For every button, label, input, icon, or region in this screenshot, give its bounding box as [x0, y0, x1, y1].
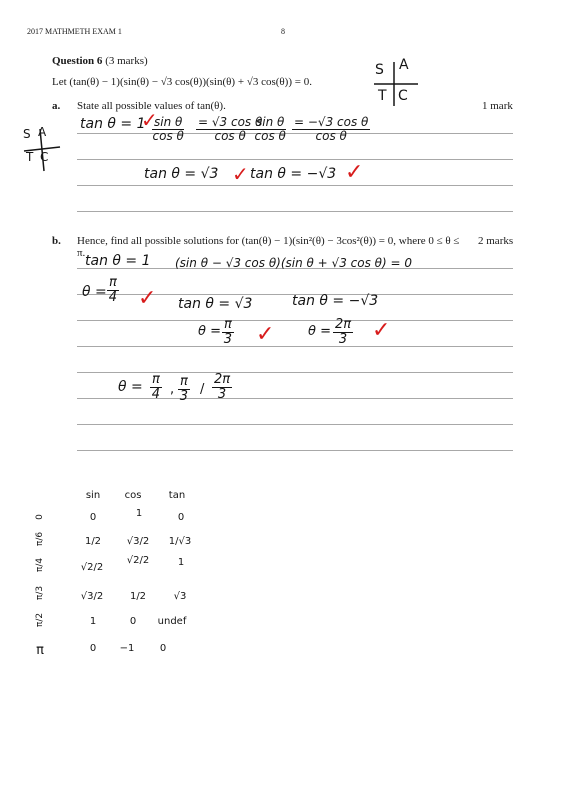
fraction-denominator: 4 [108, 290, 118, 306]
fraction-denominator: 3 [217, 387, 227, 403]
table-row-angle: π/3 [35, 585, 45, 601]
final-theta-equals: θ = [118, 379, 143, 395]
fraction-numerator: = −√3 cos θ [294, 115, 369, 129]
work-tan-sqrt3: tan θ = √3 [144, 166, 219, 182]
fraction-sin-over-cos-2 [254, 116, 286, 143]
part-b-marks: 2 marks [478, 235, 514, 247]
fraction-numerator: π [224, 317, 232, 332]
fraction-numerator: = √3 cos θ [198, 115, 263, 129]
answer-line [77, 372, 513, 373]
table-header-sin: sin [85, 490, 101, 501]
table-cell: 0 [89, 512, 97, 523]
comma-separator: , [170, 382, 175, 397]
part-a-prompt: State all possible values of tan(θ). [77, 100, 226, 112]
part-a-marks: 1 mark [482, 100, 513, 112]
part-b-label: b. [52, 235, 61, 247]
table-row-angle: π/6 [35, 531, 45, 547]
table-cell: 1 [89, 616, 97, 627]
page-number: 8 [281, 27, 285, 36]
cast-t-label: T [378, 88, 387, 104]
cast-left-t: T [26, 150, 34, 164]
cast-c-label: C [398, 88, 408, 104]
fraction-numerator: 2π [214, 372, 231, 387]
fraction-denominator: cos θ [214, 129, 246, 144]
fraction-denominator: 3 [338, 332, 348, 348]
answer-line [77, 159, 513, 160]
table-cell: √3 [173, 591, 187, 602]
question-number: Question 6 [52, 55, 103, 67]
fraction-denominator: 4 [151, 387, 161, 403]
cast-a-label: A [399, 57, 409, 73]
fraction-denominator: 3 [179, 389, 189, 405]
answer-line [77, 211, 513, 212]
tick-mark: ✓ [138, 286, 157, 311]
table-cell: 1 [135, 508, 143, 519]
fraction-pi-over-3 [222, 318, 234, 348]
table-header-cos: cos [124, 490, 142, 501]
answer-line [77, 398, 513, 399]
table-cell: √2/2 [126, 555, 150, 566]
fraction-neg-sqrt3-cos-over-cos [292, 116, 370, 143]
fraction-numerator: π [180, 374, 188, 389]
final-pi-over-3 [178, 375, 190, 405]
table-cell: 1/2 [84, 536, 102, 547]
table-row-angle: π [36, 643, 44, 658]
table-cell: √3/2 [80, 591, 104, 602]
cast-left-a: A [38, 125, 47, 139]
work-tan-neg-sqrt3: tan θ = −√3 [250, 166, 337, 182]
cast-left-c: C [40, 150, 49, 164]
table-row-angle: π/4 [35, 557, 45, 573]
work-b-theta-equals: θ = [82, 284, 107, 300]
part-a-label: a. [52, 100, 61, 112]
table-cell: 1 [177, 557, 185, 568]
cast-s-label: S [375, 62, 384, 78]
question-marks: (3 marks) [105, 55, 148, 67]
table-header-tan: tan [168, 490, 186, 501]
table-cell: 0 [129, 616, 137, 627]
tick-mark: ✓ [345, 160, 364, 185]
fraction-2pi-over-3 [333, 318, 353, 348]
tick-mark: ✓ [372, 318, 391, 343]
fraction-denominator: cos θ [254, 129, 286, 144]
fraction-numerator: π [109, 275, 117, 290]
fraction-denominator: 3 [223, 332, 233, 348]
fraction-numerator: sin θ [256, 115, 285, 129]
answer-line [77, 185, 513, 186]
work-b-theta-equals-2: θ = [198, 324, 221, 339]
part-b-prompt: Hence, find all possible solutions for (tan(θ) − 1)(sin²(θ) − 3cos²(θ)) = 0, where 0 ≤ θ ≤ π. [77, 235, 460, 259]
answer-line [77, 450, 513, 451]
fraction-numerator: π [152, 372, 160, 387]
final-2pi-over-3 [212, 373, 232, 403]
table-cell: −1 [119, 643, 135, 654]
fraction-denominator: cos θ [315, 129, 347, 144]
fraction-sin-over-cos [152, 116, 184, 143]
cast-left-s: S [23, 127, 31, 141]
table-row-angle: 0 [35, 514, 45, 520]
fraction-numerator: 2π [335, 317, 352, 332]
answer-line [77, 424, 513, 425]
table-cell: 1/2 [129, 591, 147, 602]
table-cell: 1/√3 [168, 536, 192, 547]
question-statement: Let (tan(θ) − 1)(sin(θ) − √3 cos(θ))(sin(θ) + √3 cos(θ)) = 0. [52, 76, 312, 88]
tick-mark: ✓ [141, 108, 158, 132]
answer-line [77, 320, 513, 321]
fraction-pi-over-4 [107, 276, 119, 306]
fraction-numerator: sin θ [154, 115, 183, 129]
comma-separator: / [200, 382, 205, 397]
work-b-tan-equals-1: tan θ = 1 [85, 253, 151, 269]
final-pi-over-4 [150, 373, 162, 403]
work-b-tan-neg-sqrt3: tan θ = −√3 [292, 293, 379, 309]
fraction-denominator: cos θ [152, 129, 184, 144]
work-b-theta-equals-3: θ = [308, 324, 331, 339]
table-cell: √2/2 [80, 562, 104, 573]
table-cell: 0 [177, 512, 185, 523]
question-title [52, 55, 148, 67]
table-cell: 0 [159, 643, 167, 654]
table-cell: 0 [89, 643, 97, 654]
tick-mark: ✓ [256, 322, 275, 347]
work-b-factorised: (sin θ − √3 cos θ)(sin θ + √3 cos θ) = 0 [175, 256, 412, 270]
answer-line [77, 346, 513, 347]
table-cell: √3/2 [126, 536, 150, 547]
table-cell: undef [157, 616, 187, 627]
work-b-tan-sqrt3: tan θ = √3 [178, 296, 253, 312]
work-tan-equals-1: tan θ = 1 [80, 116, 146, 132]
exam-header: 2017 MATHMETH EXAM 1 [27, 27, 122, 36]
tick-mark: ✓ [232, 162, 249, 186]
table-row-angle: π/2 [35, 612, 45, 628]
